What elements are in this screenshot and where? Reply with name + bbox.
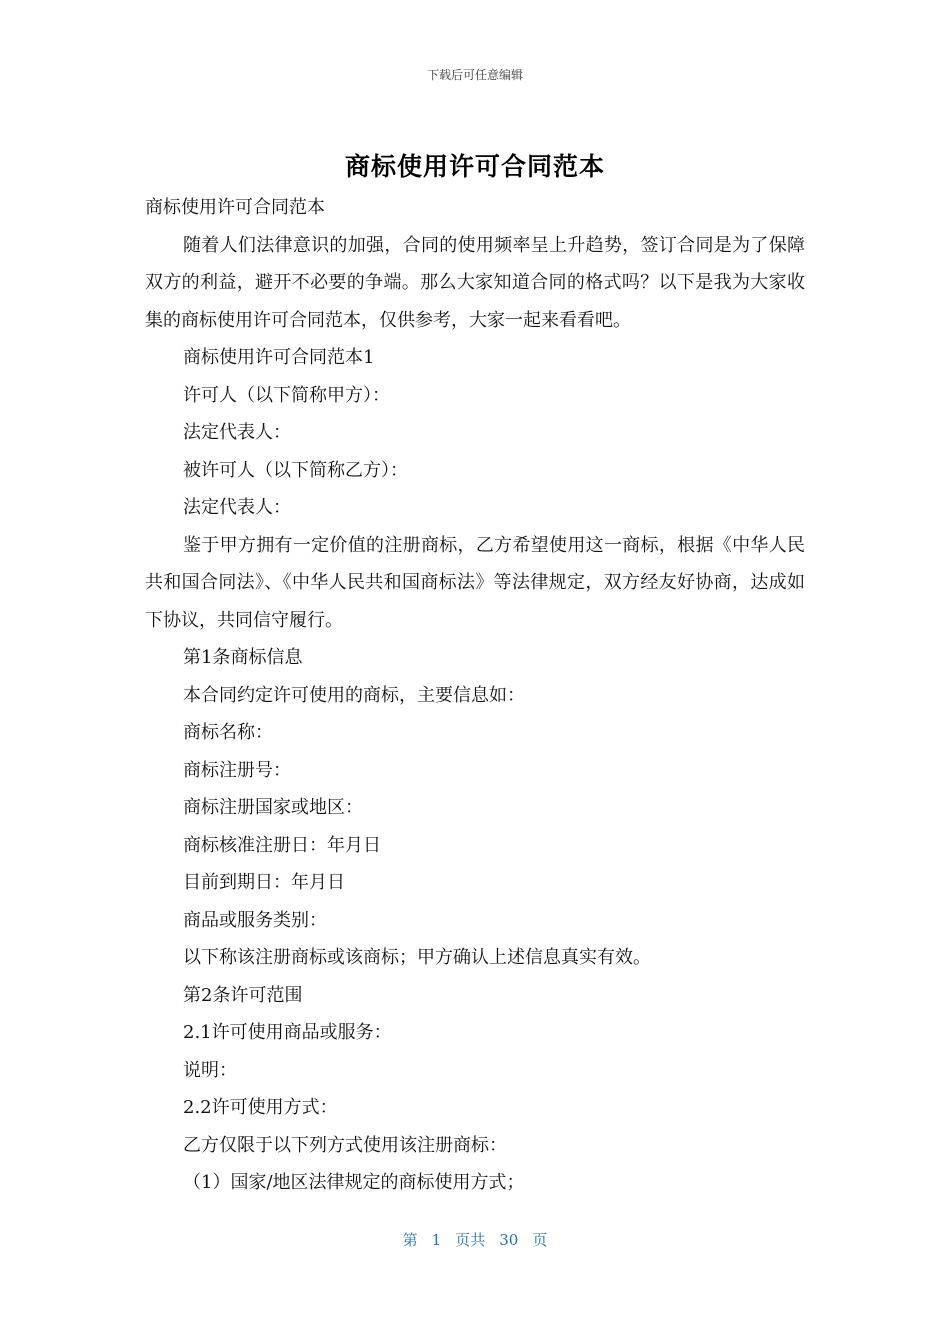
form-field-country: 商标注册国家或地区：: [183, 797, 363, 818]
form-field-trademark-name: 商标名称：: [183, 722, 273, 743]
body-paragraph: 本合同约定许可使用的商标，主要信息如：: [183, 684, 525, 706]
section-heading: 商标使用许可合同范本1: [183, 347, 375, 368]
body-paragraph: 乙方仅限于以下列方式使用该注册商标：: [183, 1134, 507, 1156]
form-field-legal-rep: 法定代表人：: [183, 497, 291, 518]
form-field-legal-rep: 法定代表人：: [183, 422, 291, 443]
form-field-licensee: 被许可人（以下简称乙方）：: [183, 459, 408, 481]
body-paragraph: 商标使用许可合同范本: [145, 197, 325, 218]
clause-heading: 第1条商标信息: [183, 647, 303, 668]
body-paragraph: 鉴于甲方拥有一定价值的注册商标，乙方希望使用这一商标，根据《中华人民共和国合同法》、《中华人民共和国商标法》等法律规定，双方经友好协商，达成如下协议，共同信守履行。: [145, 534, 805, 631]
form-field-approval-date: 商标核准注册日：年月日: [183, 834, 381, 856]
total-pages: 30: [499, 1231, 519, 1249]
form-field-registration-no: 商标注册号：: [183, 759, 291, 781]
page-end-label: 页: [532, 1231, 548, 1249]
sub-clause: 2.2许可使用方式：: [183, 1097, 338, 1118]
form-field-expiry-date: 目前到期日：年月日: [183, 872, 345, 893]
page-number: 1: [431, 1231, 442, 1249]
sub-clause: 2.1许可使用商品或服务：: [183, 1022, 392, 1043]
document-title: 商标使用许可合同范本: [344, 152, 605, 181]
form-field-category: 商品或服务类别：: [183, 909, 327, 931]
form-field-licensor: 许可人（以下简称甲方）：: [183, 384, 390, 406]
form-field-description: 说明：: [183, 1059, 237, 1081]
list-item: （1）国家/地区法律规定的商标使用方式；: [183, 1172, 525, 1193]
clause-heading: 第2条许可范围: [183, 984, 303, 1006]
page-footer: [0, 1229, 950, 1250]
header-note: 下载后可任意编辑: [426, 68, 523, 82]
page-mid-label: 页共: [455, 1231, 486, 1249]
body-paragraph: 以下称该注册商标或该商标；甲方确认上述信息真实有效。: [183, 947, 651, 968]
body-paragraph: 随着人们法律意识的加强，合同的使用频率呈上升趋势，签订合同是为了保障双方的利益，避开不必要的争端。那么大家知道合同的格式吗？以下是我为大家收集的商标使用许可合同范本，仅供参考，大家一起来看看吧。: [145, 234, 805, 331]
document-body: [145, 189, 805, 1202]
page-label: 第: [402, 1231, 418, 1249]
